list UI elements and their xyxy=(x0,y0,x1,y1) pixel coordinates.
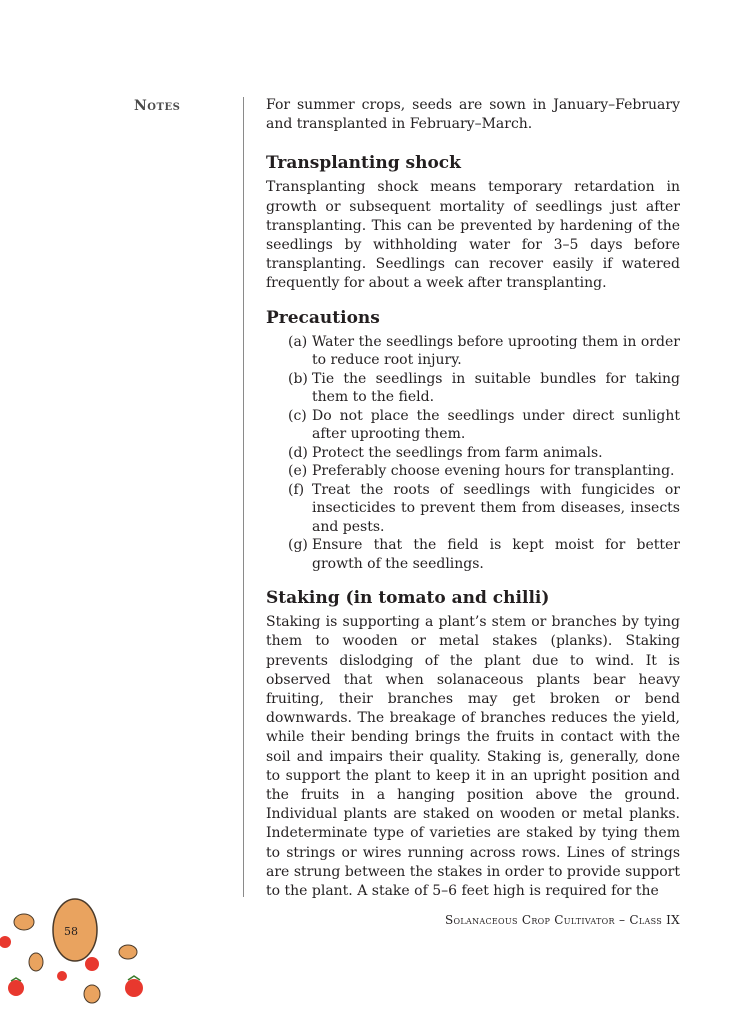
list-item: (e) Preferably choose evening hours for transplanting. xyxy=(288,463,675,480)
margin-rule xyxy=(243,97,244,897)
notes-label: Notes xyxy=(134,98,181,114)
transplanting-shock-paragraph: Transplanting shock means temporary retardation in growth or subsequent mortality of seedlings just after transplanting. This can be prevented by hardening of the seedlings by withholding water for 3–5 days before transplanting. Seedlings can recover easily if watered frequently for about a week after transplanting. xyxy=(266,179,680,292)
list-item: (c) Do not place the seedlings under direct sunlight after uprooting them. xyxy=(288,407,680,443)
precautions-heading: Precautions xyxy=(266,307,380,328)
list-item: (g) Ensure that the field is kept moist for better growth of the seedlings. xyxy=(288,537,680,572)
precautions-list xyxy=(266,333,680,574)
list-item: (a) Water the seedlings before uprooting them in order to reduce root injury. xyxy=(288,333,680,369)
page-number: 58 xyxy=(64,925,78,938)
main-content xyxy=(266,96,680,901)
staking-heading: Staking (in tomato and chilli) xyxy=(266,588,550,609)
list-item: (d) Protect the seedlings from farm animals. xyxy=(288,444,603,461)
list-item: (f) Treat the roots of seedlings with fungicides or insecticides to prevent them from diseases, insects and pests. xyxy=(288,481,680,535)
list-item: (b) Tie the seedlings in suitable bundles for taking them to the field. xyxy=(288,370,680,406)
transplanting-shock-heading: Transplanting shock xyxy=(266,153,461,174)
staking-paragraph: Staking is supporting a plant’s stem or branches by tying them to wooden or metal stakes (planks). Staking prevents dislodging of the plant due to wind. It is observed that when solanaceous plants bear heavy fruiting, their branches may get broken or bend downwards. The breakage of branches reduces the yield, while their bending brings the fruits in contact with the soil and impairs their quality. Staking is, generally, done to support the plant to keep it in an upright position and the fruits in a hanging position above the ground. Individual plants are staked on wooden or metal planks. Indeterminate type of varieties are staked by tying them to strings or wires running across rows. Lines of strings are strung between the stakes in order to provide support to the plant. A stake of 5–6 feet high is required for the xyxy=(266,614,680,899)
vegetable-decoration-icon xyxy=(0,890,160,1024)
intro-paragraph: For summer crops, seeds are sown in January–February and transplanted in February–March. xyxy=(266,97,680,133)
running-footer: Solanaceous Crop Cultivator – Class IX xyxy=(445,913,680,927)
